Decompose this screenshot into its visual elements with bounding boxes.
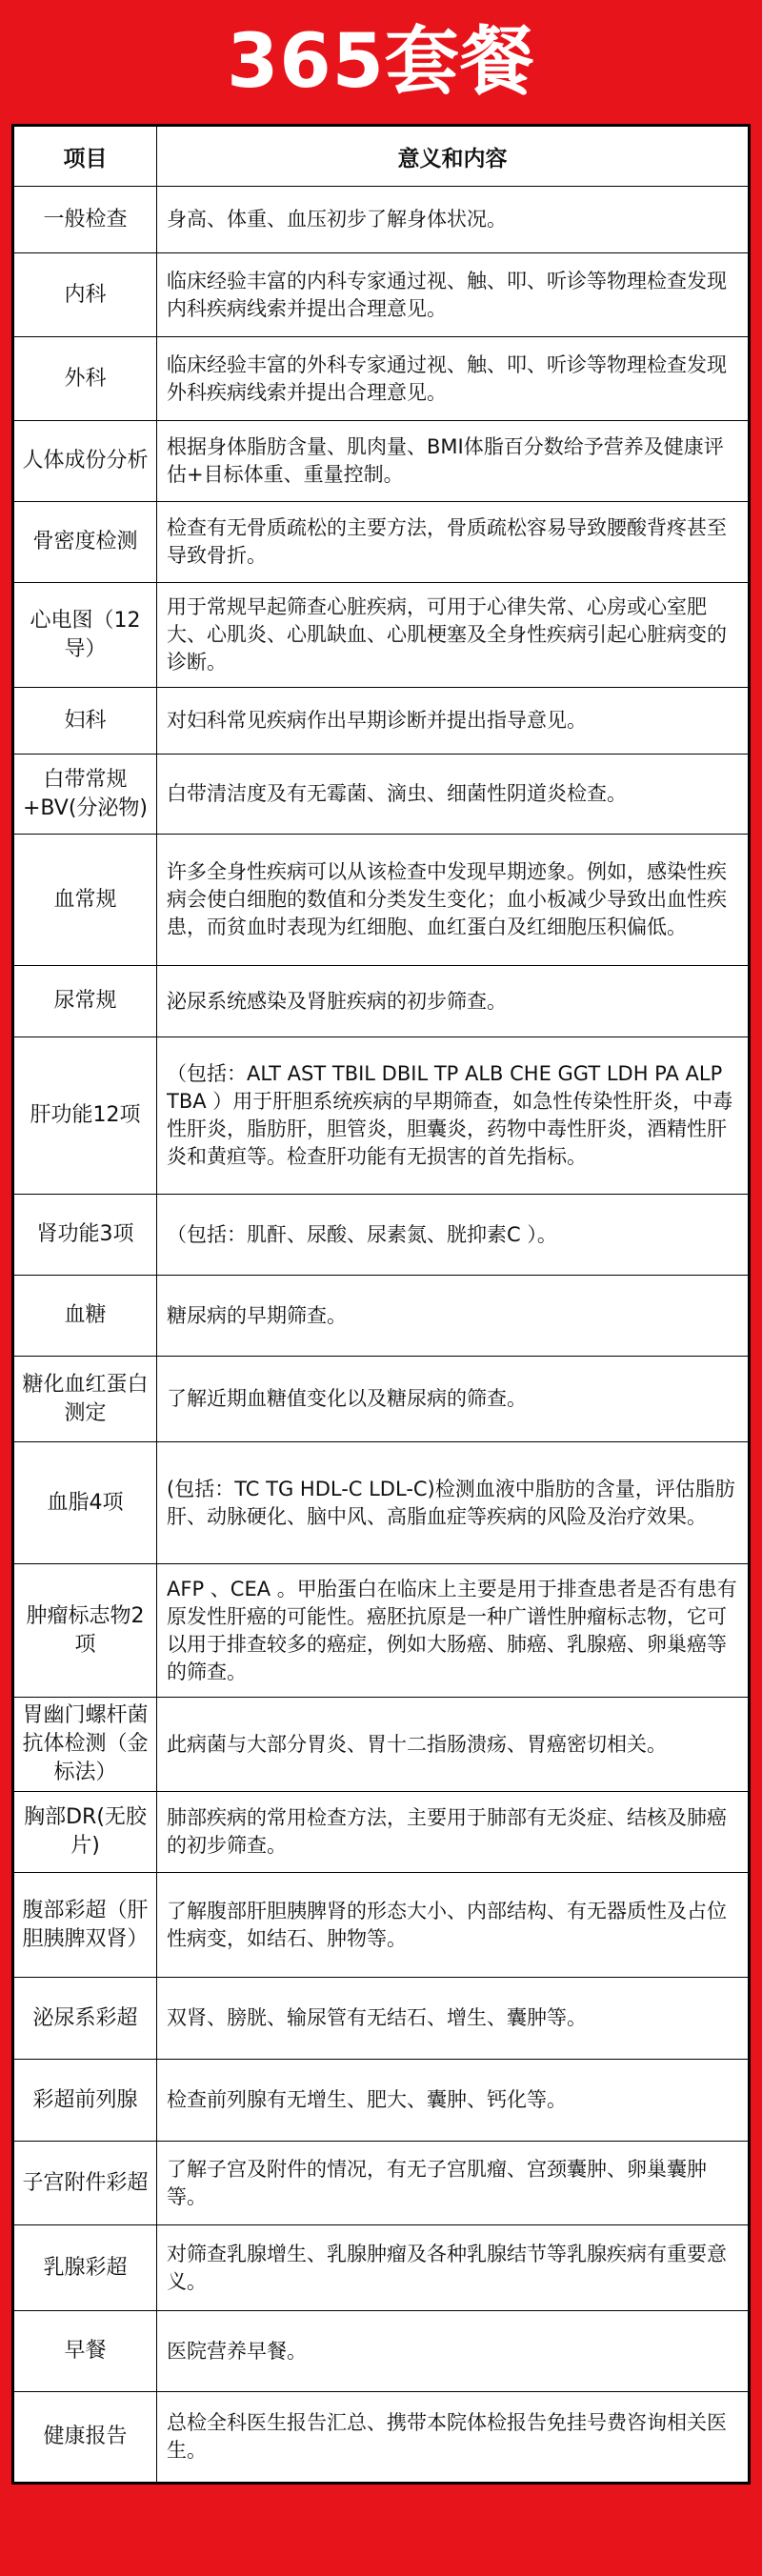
page-title: 365套餐 (227, 19, 535, 105)
table-row (14, 1357, 749, 1442)
item-description: 检查有无骨质疏松的主要方法，骨质疏松容易导致腰酸背疼甚至导致骨折。 (157, 502, 749, 583)
table-row (14, 583, 749, 688)
item-name: 早餐 (14, 2311, 157, 2392)
item-description: 了解近期血糖值变化以及糖尿病的筛查。 (157, 1357, 749, 1442)
item-name: 内科 (14, 253, 157, 337)
item-name: 一般检查 (14, 187, 157, 253)
table-header-row (14, 127, 749, 187)
table-row (14, 755, 749, 835)
item-name: 血常规 (14, 835, 157, 966)
table-row (14, 1873, 749, 1978)
item-description: 用于常规早起筛查心脏疾病，可用于心律失常、心房或心室肥大、心肌炎、心肌缺血、心肌梗塞及全身性疾病引起心脏病变的诊断。 (157, 583, 749, 688)
item-description: 双肾、膀胱、输尿管有无结石、增生、囊肿等。 (157, 1978, 749, 2060)
table-row (14, 421, 749, 502)
table-row (14, 1276, 749, 1357)
header-meaning: 意义和内容 (157, 127, 749, 187)
item-name: 糖化血红蛋白测定 (14, 1357, 157, 1442)
item-description: 对妇科常见疾病作出早期诊断并提出指导意见。 (157, 688, 749, 755)
item-name: 胸部DR(无胶片) (14, 1792, 157, 1873)
item-name: 外科 (14, 337, 157, 421)
package-table-container (11, 124, 751, 2485)
item-description: 检查前列腺有无增生、肥大、囊肿、钙化等。 (157, 2060, 749, 2142)
table-row (14, 966, 749, 1037)
table-row (14, 1978, 749, 2060)
table-row (14, 2060, 749, 2142)
item-name: 肝功能12项 (14, 1037, 157, 1195)
item-name: 血糖 (14, 1276, 157, 1357)
item-description: 许多全身性疾病可以从该检查中发现早期迹象。例如，感染性疾病会使白细胞的数值和分类发生变化；血小板减少导致出血性疾患，而贫血时表现为红细胞、血红蛋白及红细胞压积偏低。 (157, 835, 749, 966)
item-name: 子宫附件彩超 (14, 2142, 157, 2225)
table-row (14, 502, 749, 583)
item-description: 白带清洁度及有无霉菌、滴虫、细菌性阴道炎检查。 (157, 755, 749, 835)
table-row (14, 2142, 749, 2225)
table-row (14, 2392, 749, 2483)
item-name: 腹部彩超（肝胆胰脾双肾） (14, 1873, 157, 1978)
item-name: 血脂4项 (14, 1442, 157, 1564)
item-name: 肾功能3项 (14, 1195, 157, 1276)
item-name: 泌尿系彩超 (14, 1978, 157, 2060)
table-row (14, 1564, 749, 1698)
item-name: 白带常规+BV(分泌物) (14, 755, 157, 835)
table-row (14, 835, 749, 966)
table-row (14, 688, 749, 755)
item-name: 骨密度检测 (14, 502, 157, 583)
table-row (14, 187, 749, 253)
item-description: AFP 、CEA 。甲胎蛋白在临床上主要是用于排查患者是否有患有原发性肝癌的可能性。癌胚抗原是一种广谱性肿瘤标志物，它可以用于排查较多的癌症，例如大肠癌、肺癌、乳腺癌、卵巢癌等的筛查。 (157, 1564, 749, 1698)
item-description: 总检全科医生报告汇总、携带本院体检报告免挂号费咨询相关医生。 (157, 2392, 749, 2483)
item-description: 根据身体脂肪含量、肌肉量、BMI体脂百分数给予营养及健康评估+目标体重、重量控制。 (157, 421, 749, 502)
item-description: 糖尿病的早期筛查。 (157, 1276, 749, 1357)
table-row (14, 1037, 749, 1195)
item-description: (包括：TC TG HDL-C LDL-C)检测血液中脂肪的含量，评估脂肪肝、动脉硬化、脑中风、高脂血症等疾病的风险及治疗效果。 (157, 1442, 749, 1564)
table-row (14, 1698, 749, 1792)
table-row (14, 2311, 749, 2392)
table-row (14, 2225, 749, 2311)
item-description: （包括：ALT AST TBIL DBIL TP ALB CHE GGT LDH PA ALP TBA ）用于肝胆系统疾病的早期筛查，如急性传染性肝炎，中毒性肝炎，脂肪肝，胆管炎，胆囊炎，药物中毒性肝炎，酒精性肝炎和黄疸等。检查肝功能有无损害的首先指标。 (157, 1037, 749, 1195)
item-name: 彩超前列腺 (14, 2060, 157, 2142)
item-name: 乳腺彩超 (14, 2225, 157, 2311)
item-description: 了解子宫及附件的情况，有无子宫肌瘤、宫颈囊肿、卵巢囊肿等。 (157, 2142, 749, 2225)
table-row (14, 1442, 749, 1564)
item-name: 健康报告 (14, 2392, 157, 2483)
item-description: 此病菌与大部分胃炎、胃十二指肠溃疡、胃癌密切相关。 (157, 1698, 749, 1792)
item-description: 临床经验丰富的外科专家通过视、触、叩、听诊等物理检查发现外科疾病线索并提出合理意见。 (157, 337, 749, 421)
item-name: 胃幽门螺杆菌抗体检测（金标法） (14, 1698, 157, 1792)
item-name: 妇科 (14, 688, 157, 755)
item-description: 了解腹部肝胆胰脾肾的形态大小、内部结构、有无器质性及占位性病变，如结石、肿物等。 (157, 1873, 749, 1978)
item-description: （包括：肌酐、尿酸、尿素氮、胱抑素C ）。 (157, 1195, 749, 1276)
table-row (14, 253, 749, 337)
item-description: 临床经验丰富的内科专家通过视、触、叩、听诊等物理检查发现内科疾病线索并提出合理意见。 (157, 253, 749, 337)
item-name: 心电图（12导） (14, 583, 157, 688)
table-row (14, 1195, 749, 1276)
item-description: 医院营养早餐。 (157, 2311, 749, 2392)
package-table (13, 126, 749, 2483)
item-name: 人体成份分析 (14, 421, 157, 502)
item-description: 对筛查乳腺增生、乳腺肿瘤及各种乳腺结节等乳腺疾病有重要意义。 (157, 2225, 749, 2311)
table-row (14, 1792, 749, 1873)
item-description: 泌尿系统感染及肾脏疾病的初步筛查。 (157, 966, 749, 1037)
header-item: 项目 (14, 127, 157, 187)
item-name: 尿常规 (14, 966, 157, 1037)
table-row (14, 337, 749, 421)
item-description: 肺部疾病的常用检查方法，主要用于肺部有无炎症、结核及肺癌的初步筛查。 (157, 1792, 749, 1873)
item-name: 肿瘤标志物2项 (14, 1564, 157, 1698)
item-description: 身高、体重、血压初步了解身体状况。 (157, 187, 749, 253)
